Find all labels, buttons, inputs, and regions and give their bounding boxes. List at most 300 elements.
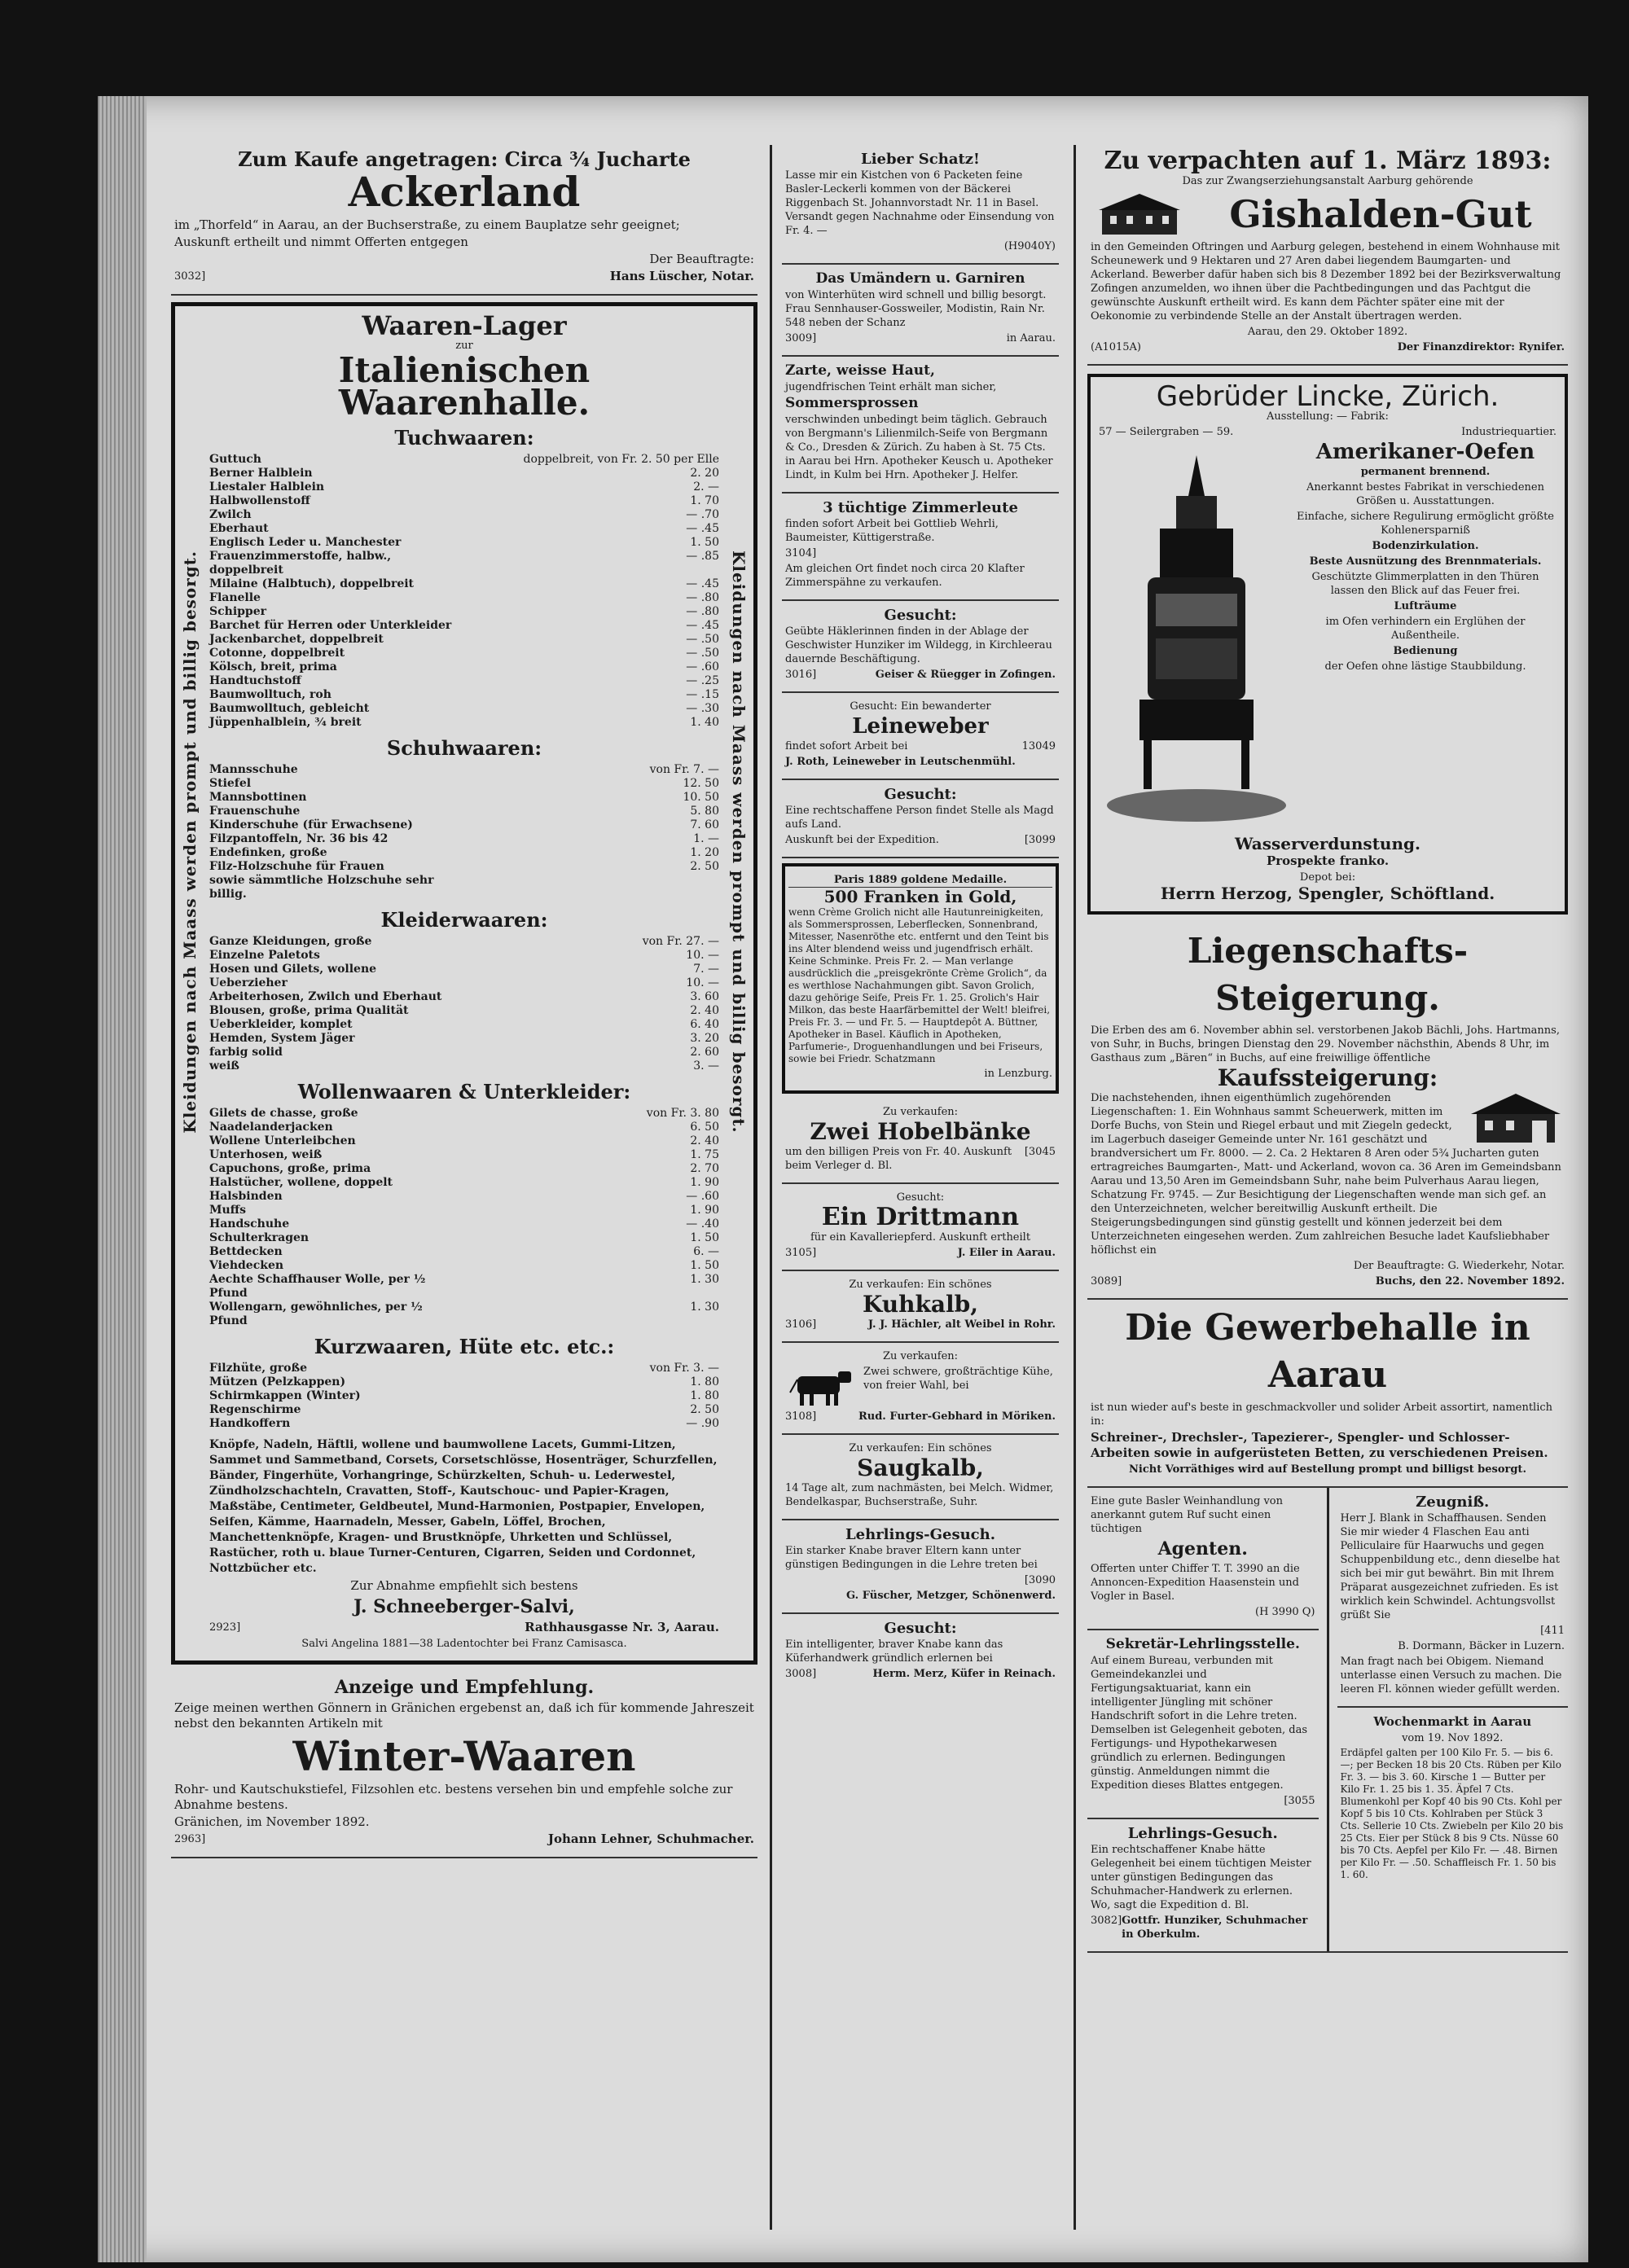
column-1: [171, 145, 757, 1858]
price-row: [209, 605, 719, 619]
side-text-left: Kleidungen nach Maass werden prompt und billig besorgt.: [180, 551, 200, 1134]
price-row: [209, 674, 719, 688]
section-heading: Wollenwaaren & Unterkleider:: [297, 1080, 631, 1103]
price-row: [209, 660, 719, 674]
price-row: [209, 577, 719, 591]
price-row: [209, 1032, 719, 1046]
ad-text: Ein starker Knabe braver Eltern kann unter günstigen Bedingungen in die Lehre treten bei: [785, 1545, 1038, 1571]
price-item-name: Aechte Schaffhauser Wolle, per ½ Pfund: [209, 1273, 426, 1300]
ad-text: Der Beauftragte: G. Wiederkehr, Notar.: [1353, 1260, 1565, 1272]
price-row: [209, 688, 719, 702]
ad-text: Geübte Häklerinnen finden in der Ablage der Geschwister Hunziker im Wildegg, in Kirchleerau dauernde Beschäftigung.: [785, 625, 1052, 665]
price-item-name: Jüppenhalblein, ¾ breit: [209, 716, 362, 729]
price-item-name: Ueberzieher: [209, 976, 288, 989]
price-item-name: Filzpantoffeln, Nr. 36 bis 42: [209, 832, 389, 845]
price-row: [209, 1004, 719, 1018]
price-item-name: Wollene Unterleibchen: [209, 1134, 356, 1147]
ad-title: Italienischen Waarenhalle.: [338, 350, 591, 423]
price-item-value: von Fr. 3. —: [649, 1362, 719, 1375]
ad-text: Man fragt nach bei Obigem. Niemand unterlasse einen Versuch zu machen. Die leeren Fl. können wieder gefüllt werden.: [1340, 1656, 1562, 1696]
ad-ref: 3089]: [1091, 1275, 1122, 1288]
price-item-name: sowie sämmtliche Holzschuhe sehr billig.: [209, 874, 434, 901]
ad-waarenlager: [171, 302, 757, 1665]
price-item-value: 1. 50: [690, 536, 719, 549]
ad-heading: Zu verkaufen:: [882, 1350, 959, 1362]
price-item-value: 2. 70: [690, 1162, 719, 1175]
price-item-name: farbig solid: [209, 1046, 283, 1059]
ad-ref: 3008]: [785, 1668, 817, 1680]
price-item-value: [464, 874, 719, 901]
ad-text: um den billigen Preis von Fr. 40. Auskunft beim Verleger d. Bl.: [785, 1146, 1012, 1172]
ad-title: Winter-Waaren: [292, 1732, 636, 1780]
price-item-value: 1. —: [693, 832, 719, 845]
ad-text: Wasserverdunstung.: [1235, 834, 1420, 853]
ad-saugkalb: [782, 1435, 1059, 1520]
ad-title: Kuhkalb,: [863, 1291, 978, 1318]
price-row: [209, 1059, 719, 1073]
ad-text: Zur Abnahme empfiehlt sich bestens: [350, 1578, 578, 1593]
price-list-schuh: [209, 763, 719, 901]
ad-heading: Sommersprossen: [785, 395, 919, 411]
price-item-name: Kölsch, breit, prima: [209, 660, 337, 673]
price-item-value: — .45: [686, 522, 719, 535]
price-item-name: Handschuhe: [209, 1217, 290, 1231]
ad-ref: 13049: [1021, 740, 1056, 752]
ad-ackerland: [171, 145, 757, 296]
price-item-name: Einzelne Paletots: [209, 949, 320, 962]
ad-note: Nicht Vorräthiges wird auf Bestellung prompt und billigst besorgt.: [1129, 1463, 1526, 1476]
ad-ref: 3082]: [1091, 1915, 1122, 1927]
ad-heading: Kaufssteigerung:: [1217, 1064, 1438, 1091]
price-item-name: Arbeiterhosen, Zwilch und Eberhaut: [209, 990, 442, 1003]
price-item-name: Wollengarn, gewöhnliches, per ½ Pfund: [209, 1301, 423, 1327]
price-row: [209, 1389, 719, 1403]
column-2: [782, 145, 1059, 1691]
section-heading: Schuhwaaren:: [386, 736, 542, 760]
price-item-name: weiß: [209, 1059, 239, 1073]
ad-text: der Oefen ohne lästige Staubbildung.: [1324, 660, 1526, 673]
ad-text: Depot bei:: [1299, 871, 1356, 884]
ad-text: Die Erben des am 6. November abhin sel. verstorbenen Jakob Bächli, Johs. Hartmanns, von Suhr, in Buchs, bringen Dienstag den 29. November nächsthin, Abends 8 Uhr, im Gasthaus zum „Bären“ in Buchs, auf eine freiwillige öffentliche: [1091, 1024, 1560, 1064]
ad-text: verschwinden unbedingt beim täglich. Gebrauch von Bergmann's Lilienmilch-Seife von Bergmann & Co., Dresden & Zürich. Zu haben à St. 75 Cts. in Aarau bei Hrn. Apotheker Keusch u. Apotheker Lindt, in Kulm bei Hrn. Apotheker J. Helfer.: [785, 414, 1053, 481]
ad-ref: 2923]: [209, 1621, 241, 1634]
price-item-name: Capuchons, große, prima: [209, 1162, 371, 1175]
section-heading: Kurzwaaren, Hüte etc. etc.:: [314, 1335, 615, 1358]
ad-text: jugendfrischen Teint erhält man sicher,: [785, 381, 997, 393]
price-row: [209, 990, 719, 1004]
ad-leckerli: [782, 145, 1059, 265]
price-item-name: Frauenzimmerstoffe, halbw., doppelbreit: [209, 550, 392, 577]
ad-lehrling-metzger: [782, 1520, 1059, 1614]
ad-ref: [411: [1540, 1625, 1565, 1637]
ad-signer: Johann Lehner, Schuhmacher.: [547, 1832, 754, 1846]
price-row: [209, 1148, 719, 1162]
ad-heading: Zu verpachten auf 1. März 1893:: [1104, 147, 1552, 175]
section-heading: Tuchwaaren:: [394, 426, 534, 450]
price-row: [209, 591, 719, 605]
price-item-value: — .90: [686, 1417, 719, 1430]
price-row: [209, 1301, 719, 1328]
price-item-value: 2. 40: [690, 1134, 719, 1147]
ad-text: Prospekte franko.: [1266, 853, 1390, 868]
ad-gewerbehalle: [1087, 1300, 1568, 1488]
ad-text: permanent brennend.: [1360, 466, 1491, 478]
price-row: [209, 494, 719, 508]
ad-lehrling-schuhmacher: [1087, 1819, 1319, 1951]
price-item-name: Hemden, System Jäger: [209, 1032, 355, 1045]
price-row: [209, 1362, 719, 1375]
ad-address: Rathhausgasse Nr. 3, Aarau.: [525, 1620, 719, 1634]
price-row: [209, 550, 719, 577]
ad-text: Lufträume: [1394, 600, 1457, 612]
price-item-name: Endefinken, große: [209, 846, 327, 859]
price-item-value: 7. 60: [690, 818, 719, 831]
ad-zimmerleute: [782, 494, 1059, 601]
ad-text: Geschützte Glimmerplatten in den Thüren lassen den Blick auf das Feuer frei.: [1311, 571, 1539, 597]
ad-title: Amerikaner-Oefen: [1315, 440, 1535, 464]
ad-text: Auskunft bei der Expedition.: [785, 834, 939, 846]
price-item-name: Kinderschuhe (für Erwachsene): [209, 818, 413, 831]
ad-text: zur: [455, 340, 473, 352]
price-item-name: Ganze Kleidungen, große: [209, 935, 372, 948]
ad-text: Auf einem Bureau, verbunden mit Gemeindekanzlei und Fertigungsaktuariat, kann ein intelligenter Jüngling mit schöner Handschrift sofort in die Lehre treten. Demselben ist Gelegenheit geboten, das Fertigungs- und Hypothekarwesen gründlich zu erlernen. Bedingungen günstig. Anmeldungen nimmt die Expedition dieses Blattes entgegen.: [1091, 1655, 1308, 1792]
ad-title: Zwei Hobelbänke: [810, 1118, 1031, 1145]
ad-text: Eine rechtschaffene Person findet Stelle als Magd aufs Land.: [785, 805, 1054, 831]
column-rule: [1074, 145, 1076, 2230]
ad-signer: G. Füscher, Metzger, Schönenwerd.: [846, 1590, 1056, 1602]
price-item-name: Baumwolltuch, gebleicht: [209, 702, 370, 715]
price-item-value: 2. 20: [690, 467, 719, 480]
price-item-value: 10. —: [686, 949, 719, 962]
price-row: [209, 860, 719, 874]
ad-title: Agenten.: [1157, 1538, 1248, 1560]
ad-text: Industriequartier.: [1461, 426, 1557, 438]
price-item-name: Ueberkleider, komplet: [209, 1018, 353, 1031]
price-item-name: Liestaler Halblein: [209, 480, 325, 494]
ad-title: Leineweber: [852, 714, 989, 739]
stove-illustration: [1099, 447, 1294, 830]
house-icon: [1467, 1090, 1565, 1147]
price-item-name: Stiefel: [209, 777, 252, 790]
ad-title: Saugkalb,: [857, 1454, 984, 1481]
price-row: [209, 1375, 719, 1389]
ad-text: Zwei schwere, großträchtige Kühe, von freier Wahl, bei: [863, 1366, 1053, 1392]
ad-text: Ein intelligenter, braver Knabe kann das Küferhandwerk gründlich erlernen bei: [785, 1638, 1003, 1665]
ad-text: Schreiner-, Drechsler-, Tapezierer-, Spengler- und Schlosser-Arbeiten sowie in aufgerüsteten Betten, zu verschiedenen Preisen.: [1091, 1430, 1548, 1460]
ad-heading: Zarte, weisse Haut,: [785, 362, 935, 379]
price-item-name: Cotonne, doppelbreit: [209, 647, 345, 660]
ad-kuefer: [782, 1614, 1059, 1691]
price-row: [209, 1204, 719, 1217]
price-item-name: Mützen (Pelzkappen): [209, 1375, 346, 1388]
ad-text: Ein rechtschaffener Knabe hätte Gelegenheit bei einem tüchtigen Meister unter günstigen Bedingungen das Schuhmacher-Handwerk zu erlernen. Wo, sagt die Expedition d. Bl.: [1091, 1844, 1311, 1911]
price-item-name: Milaine (Halbtuch), doppelbreit: [209, 577, 415, 590]
ad-title: Ein Drittmann: [821, 1203, 1020, 1231]
price-row: [209, 647, 719, 660]
ad-text: Lasse mir ein Kistchen von 6 Packeten feine Basler-Leckerli kommen von der Bäckerei Riggenbach St. Johannvorstadt Nr. 11 in Basel. Versandt gegen Nachnahme oder Einsendung von Fr. 4. —: [785, 169, 1055, 237]
ad-ref: (A1015A): [1091, 341, 1142, 353]
ad-signer: Gottfr. Hunziker, Schuhmacher in Oberkulm.: [1122, 1915, 1308, 1941]
price-row: [209, 467, 719, 480]
price-item-value: 10. 50: [683, 791, 719, 804]
ad-signer: Geiser & Rüegger in Zofingen.: [875, 669, 1056, 681]
price-item-value: — .85: [686, 550, 719, 563]
price-item-name: Berner Halblein: [209, 467, 313, 480]
cow-icon: [785, 1365, 858, 1410]
price-row: [209, 1259, 719, 1273]
ad-text: Die nachstehenden, ihnen eigenthümlich zugehörenden Liegenschaften: 1. Ein Wohnhaus sammt Scheuerwerk, mitten im Dorfe Buchs, von Stein und Riegel erbaut und mit Ziegeln gedeckt, im Lagerbuch daseiger Gemeinde unter Nr. 161 geschätzt und brandversichert um Fr. 8000. — 2. Ca. 2 Hektaren 8 Aren oder 5¾ Jucharten guten ertragreiches Baumgarten-, Matt- und Ackerland, wovon ca. 36 Aren im Gemeindsbann Aarau und 13,50 Aren im Gemeindsbann Suhr, nahe beim Pulverhaus Aarau liegen, Schatzung Fr. 9745. — Zur Besichtigung der Liegenschaften wende man sich gef. an den Unterzeichneten, welcher bereitwillig Auskunft ertheilt. Die Steigerungsbedingungen sind günstig gestellt und können jederzeit bei dem Unterzeichneten eingesehen werden. Zum zahlreichen Besuche ladet Kaufsliebhaber höflichst ein: [1091, 1092, 1561, 1257]
price-item-name: Blousen, große, prima Qualität: [209, 1004, 409, 1017]
ad-text: Bedienung: [1393, 645, 1458, 657]
price-item-value: 1. 30: [690, 1273, 719, 1286]
price-item-value: — .40: [686, 1217, 719, 1231]
price-item-value: 1. 90: [690, 1176, 719, 1189]
price-row: [209, 1403, 719, 1417]
ad-ref: 3032]: [174, 270, 206, 283]
price-item-name: Englisch Leder u. Manchester: [209, 536, 402, 549]
price-item-name: Halstücher, wollene, doppelt: [209, 1176, 393, 1189]
ad-ref: 3105]: [785, 1247, 817, 1259]
price-row: [209, 1176, 719, 1190]
ad-heading: Anzeige und Empfehlung.: [334, 1677, 595, 1698]
price-item-value: — .45: [686, 619, 719, 632]
price-row: [209, 846, 719, 860]
price-item-value: 2. 50: [690, 860, 719, 873]
price-item-name: Mannsschuhe: [209, 763, 298, 776]
price-item-name: Handtuchstoff: [209, 674, 301, 687]
price-item-name: Regenschirme: [209, 1403, 301, 1416]
price-item-value: 1. 40: [690, 716, 719, 729]
price-item-name: Halsbinden: [209, 1190, 283, 1203]
price-item-value: 10. —: [686, 976, 719, 989]
ad-text: ist nun wieder auf's beste in geschmackvoller und solider Arbeit assortirt, namentlich in:: [1091, 1402, 1553, 1428]
ad-signer: J. Eiler in Aarau.: [957, 1247, 1056, 1259]
price-item-value: von Fr. 3. 80: [646, 1107, 719, 1120]
price-item-value: — .25: [686, 674, 719, 687]
ad-heading: Gesucht:: [884, 607, 957, 624]
price-row: [209, 633, 719, 647]
price-item-name: Eberhaut: [209, 522, 269, 535]
price-item-value: 1. 50: [690, 1259, 719, 1272]
price-item-name: Frauenschuhe: [209, 805, 301, 818]
column-rule: [770, 145, 772, 2230]
ad-signer: J. Roth, Leineweber in Leutschenmühl.: [785, 756, 1016, 768]
price-item-name: Filzhüte, große: [209, 1362, 308, 1375]
ad-heading: Gesucht:: [884, 786, 957, 803]
column-3-right: [1337, 1488, 1569, 1951]
ad-text: Am gleichen Ort findet noch circa 20 Klafter Zimmerspähne zu verkaufen.: [785, 563, 1025, 589]
ad-text: im Ofen verhindern ein Erglühen der Außentheile.: [1325, 616, 1526, 642]
price-item-value: 2. 50: [690, 1403, 719, 1416]
price-row: [209, 522, 719, 536]
price-item-name: Baumwolltuch, roh: [209, 688, 332, 701]
ad-text: Auskunft ertheilt und nimmt Offerten entgegen: [174, 235, 468, 249]
ad-heading: 3 tüchtige Zimmerleute: [823, 499, 1018, 516]
column-3-left: [1087, 1488, 1319, 1951]
price-item-value: — .15: [686, 688, 719, 701]
ad-text: wenn Crème Grolich nicht alle Hautunreinigkeiten, als Sommersprossen, Leberflecken, Sonnenbrand, Mitesser, Nasenröthe etc. entfernt und den Teint bis ins Alter blendend weiss und jugendfrisch erhält. Keine Schminke. Preis Fr. 2. — Man verlange ausdrücklich die „preisgekrönte Crème Grolich“, da es werthlose Nachahmungen gibt. Savon Grolich, dazu gehörige Seife, Preis Fr. 1. 25. Grolich's Hair Milkon, das beste Haarfärbemittel der Welt! bleifrei, Preis Fr. 3. — und Fr. 5. — Hauptdepôt A. Büttner, Apotheker in Basel. Käuflich in Apotheken, Parfumerie-, Droguenhandlungen und bei Friseurs, sowie bei Friedr. Schatzmann: [788, 906, 1051, 1064]
ad-ref: 3016]: [785, 669, 817, 681]
price-row: [209, 791, 719, 805]
ad-heading: 500 Franken in Gold,: [823, 887, 1017, 906]
price-row: [209, 508, 719, 522]
ad-signer: Hans Lüscher, Notar.: [609, 269, 754, 283]
ad-title: Waaren-Lager: [362, 310, 567, 341]
ad-ref: 3104]: [785, 547, 817, 559]
ad-gishalden: [1087, 145, 1568, 366]
ad-title: Ackerland: [348, 168, 581, 216]
ad-text: 57 — Seilergraben — 59.: [1099, 426, 1234, 438]
price-row: [209, 1121, 719, 1134]
price-row: [209, 1217, 719, 1231]
price-item-value: doppelbreit, von Fr. 2. 50 per Elle: [523, 453, 719, 466]
price-row: [209, 1018, 719, 1032]
price-item-value: 1. 75: [690, 1148, 719, 1161]
price-list-tuch: [209, 453, 719, 730]
ad-ref: [3099: [1024, 834, 1056, 846]
section-heading: Kleiderwaaren:: [380, 908, 548, 932]
price-item-name: Schulterkragen: [209, 1231, 310, 1244]
ad-heading: Zeugniß.: [1416, 1494, 1490, 1511]
price-row: [209, 1046, 719, 1059]
price-item-value: 3. 60: [690, 990, 719, 1003]
ad-ref: 2963]: [174, 1833, 206, 1845]
ad-place: in Aarau.: [1006, 332, 1056, 344]
price-row: [209, 805, 719, 818]
ad-text: Bodenzirkulation.: [1372, 540, 1479, 552]
price-row: [209, 1107, 719, 1121]
ad-seller: J. Schneeberger-Salvi,: [353, 1596, 575, 1617]
ad-kuhkalb: [782, 1271, 1059, 1343]
ad-ref: 3009]: [785, 332, 817, 344]
price-row: [209, 536, 719, 550]
ad-text: Erdäpfel galten per 100 Kilo Fr. 5. — bis 6. —; per Becken 18 bis 20 Cts. Rüben per Kilo Fr. 3. — bis 3. 60. Kirsche 1 — Butter per Kilo Fr. 1. 25 bis 1. 35. Äpfel 7 Cts. Blumenkohl per Kopf 40 bis 90 Cts. Kohl per Kopf 5 bis 10 Cts. Kohlraben per Stück 3 Cts. Sellerie 10 Cts. Zwiebeln per Kilo 20 bis 25 Cts. Eier per Stück 8 bis 9 Cts. Nüsse 60 bis 70 Cts. Aepfel per Kilo Fr. — .48. Birnen per Kilo Fr. — .50. Schaffleisch Fr. 1. 50 bis 1. 60.: [1340, 1747, 1564, 1880]
price-item-value: 2. —: [693, 480, 719, 494]
ad-signer: J. J. Hächler, alt Weibel in Rohr.: [867, 1318, 1056, 1331]
ad-text: Beste Ausnützung des Brennmaterials.: [1309, 555, 1542, 568]
price-item-value: — .80: [686, 605, 719, 618]
price-item-value: 6. —: [693, 1245, 719, 1258]
ad-creme-grolich: [782, 863, 1059, 1094]
price-item-name: Schipper: [209, 605, 266, 618]
price-item-value: 6. 40: [690, 1018, 719, 1031]
price-row: [209, 619, 719, 633]
ad-steigerung: [1087, 923, 1568, 1300]
ad-title: Die Gewerbehalle in Aarau: [1125, 1307, 1530, 1396]
price-item-value: 1. 50: [690, 1231, 719, 1244]
ad-ref: (H 3990 Q): [1255, 1606, 1315, 1618]
side-text-right: Kleidungen nach Maass werden prompt und billig besorgt.: [729, 551, 749, 1134]
price-list-kleider: [209, 935, 719, 1073]
price-item-value: — .45: [686, 577, 719, 590]
ad-text: von Winterhüten wird schnell und billig besorgt. Frau Sennhauser-Gossweiler, Modistin, Rain Nr. 548 neben der Schanz: [785, 289, 1047, 329]
ad-text: findet sofort Arbeit bei: [785, 740, 908, 752]
price-item-name: Handkoffern: [209, 1417, 291, 1430]
ad-wochenmarkt: [1337, 1708, 1569, 1891]
price-item-name: Gilets de chasse, große: [209, 1107, 358, 1120]
price-row: [209, 935, 719, 949]
price-item-name: Bettdecken: [209, 1245, 283, 1258]
ad-kuehe: [782, 1343, 1059, 1435]
ad-lincke-oefen: [1087, 374, 1568, 915]
price-item-name: Jackenbarchet, doppelbreit: [209, 633, 384, 646]
ad-heading: Lehrlings-Gesuch.: [845, 1526, 995, 1543]
ad-text: Eine gute Basler Weinhandlung von anerkannt gutem Ruf sucht einen tüchtigen: [1091, 1495, 1284, 1535]
price-row: [209, 1134, 719, 1148]
ad-text: Herr J. Blank in Schaffhausen. Senden Sie mir wieder 4 Flaschen Eau anti Pelliculaire für Haarwuchs und gegen Schuppenbildung etc., denn dieselbe hat sich bei mir gut bewährt. Bin mit Ihrem Präparat ausgezeichnet zufrieden. Es ist wirklich kein Schwindel. Achtungsvollst grüßt Sie: [1340, 1512, 1560, 1621]
price-item-name: Schirmkappen (Winter): [209, 1389, 361, 1402]
ad-text: 14 Tage alt, zum nachmästen, bei Melch. Widmer, Bendelkaspar, Buchserstraße, Suhr.: [785, 1482, 1054, 1508]
ad-ref: [3045: [1024, 1146, 1056, 1158]
price-item-name: Muffs: [209, 1204, 247, 1217]
price-item-value: — .60: [686, 660, 719, 673]
ad-heading: Zu verkaufen: Ein schönes: [849, 1279, 992, 1291]
ad-place: in Lenzburg.: [984, 1068, 1052, 1080]
price-item-value: 1. 80: [690, 1375, 719, 1388]
ad-heading: Lieber Schatz!: [861, 151, 980, 168]
price-item-name: Barchet für Herren oder Unterkleider: [209, 619, 452, 632]
ad-text: im „Thorfeld“ in Aarau, an der Buchserstraße, zu einem Bauplatze sehr geeignet;: [174, 217, 680, 232]
price-item-value: von Fr. 27. —: [642, 935, 719, 948]
price-item-value: 12. 50: [683, 777, 719, 790]
price-item-value: 3. 20: [690, 1032, 719, 1045]
price-item-value: 7. —: [693, 963, 719, 976]
price-item-name: Filz-Holzschuhe für Frauen: [209, 860, 384, 873]
price-row: [209, 1231, 719, 1245]
ad-text: vom 19. Nov 1892.: [1402, 1732, 1504, 1744]
price-item-name: Unterhosen, weiß: [209, 1148, 323, 1161]
price-item-value: 1. 80: [690, 1389, 719, 1402]
ad-haeklerinnen: [782, 601, 1059, 693]
ad-place: Buchs, den 22. November 1892.: [1375, 1275, 1565, 1288]
ad-signer: Der Finanzdirektor: Rynifer.: [1397, 341, 1565, 353]
building-icon: [1091, 190, 1188, 239]
price-item-value: von Fr. 7. —: [649, 763, 719, 776]
ad-ref: [3055: [1284, 1795, 1315, 1807]
price-row: [209, 777, 719, 791]
ad-heading: Sekretär-Lehrlingsstelle.: [1105, 1636, 1300, 1652]
price-item-name: Halbwollenstoff: [209, 494, 310, 507]
price-item-value: 1. 20: [690, 846, 719, 859]
ad-footer: Salvi Angelina 1881—38 Ladentochter bei Franz Camisasca.: [301, 1638, 627, 1650]
page-edge: [98, 96, 147, 2262]
ad-heading: Lehrlings-Gesuch.: [1127, 1825, 1278, 1842]
ad-text: Anerkannt bestes Fabrikat in verschiedenen Größen u. Ausstattungen.: [1306, 481, 1544, 507]
price-item-value: 2. 60: [690, 1046, 719, 1059]
price-item-value: 6. 50: [690, 1121, 719, 1134]
column-3: [1087, 145, 1568, 1953]
price-row: [209, 818, 719, 832]
ad-text: Rohr- und Kautschukstiefel, Filzsohlen etc. bestens versehen bin und empfehle solche zur Abnahme bestens.: [174, 1782, 733, 1812]
ad-text: finden sofort Arbeit bei Gottlieb Wehrli, Baumeister, Küttigerstraße.: [785, 518, 999, 544]
price-row: [209, 763, 719, 777]
ad-modistin: [782, 265, 1059, 357]
ad-signer: B. Dormann, Bäcker in Luzern.: [1398, 1640, 1565, 1652]
ad-text: Offerten unter Chiffer T. T. 3990 an die Annoncen-Expedition Haasenstein und Vogler in Basel.: [1091, 1563, 1300, 1603]
ad-text: Einfache, sichere Regulirung ermöglicht größte Kohlenersparniß: [1297, 511, 1554, 537]
ad-lilienmilch: [782, 357, 1059, 494]
ad-heading: Zum Kaufe angetragen: Circa ¾ Jucharte: [238, 147, 691, 171]
price-item-value: — .50: [686, 633, 719, 646]
ad-text: in den Gemeinden Oftringen und Aarburg gelegen, bestehend in einem Wohnhause mit Scheunewerk und 9 Hektaren und 27 Aren dabei liegendem Baumgarten- und Ackerland. Bewerber dafür haben sich bis 8 Dezember 1892 bei der Bezirksverwaltung Zofingen anzumelden, wo ihnen über die Pachtbedingungen und das Pachtgut die gewünschte Auskunft ertheilt wird. Es kann dem Pächter später eine mit der Oekonomie zu verbindende Stelle an der Anstalt übertragen werden.: [1091, 241, 1561, 322]
price-item-value: 1. 30: [690, 1301, 719, 1314]
ad-signer: Rud. Furter-Gebhard in Möriken.: [858, 1410, 1056, 1423]
ad-signer: Herm. Merz, Küfer in Reinach.: [872, 1668, 1056, 1680]
price-row: [209, 832, 719, 846]
ad-text: Knöpfe, Nadeln, Häftli, wollene und baumwollene Lacets, Gummi-Litzen, Sammet und Sammetband, Corsets, Corsetschlösse, Hosenträger, Schurzfellen, Bänder, Fingerhüte, Vorhangringe, Schürzkelten, Schuh- u. Lederwestel, Zündholzschachteln, Cravatten, Stoff-, Kautschouc- und Papier-Kragen, Maßstäbe, Centimeter, Geldbeutel, Mund-Harmonien, Postpapier, Envelopen, Seifen, Kämme, Haarnadeln, Messer, Gabeln, Löffel, Brochen, Manchettenknöpfe, Kragen- und Brustknöpfe, Uhrketten und Schlüssel, Rastücher, roth u. blaue Turner-Centuren, Cigarren, Seiden und Cordonnet, Nottzbücher etc.: [209, 1438, 718, 1575]
ad-place: Aarau, den 29. Oktober 1892.: [1247, 326, 1408, 338]
price-row: [209, 1417, 719, 1431]
